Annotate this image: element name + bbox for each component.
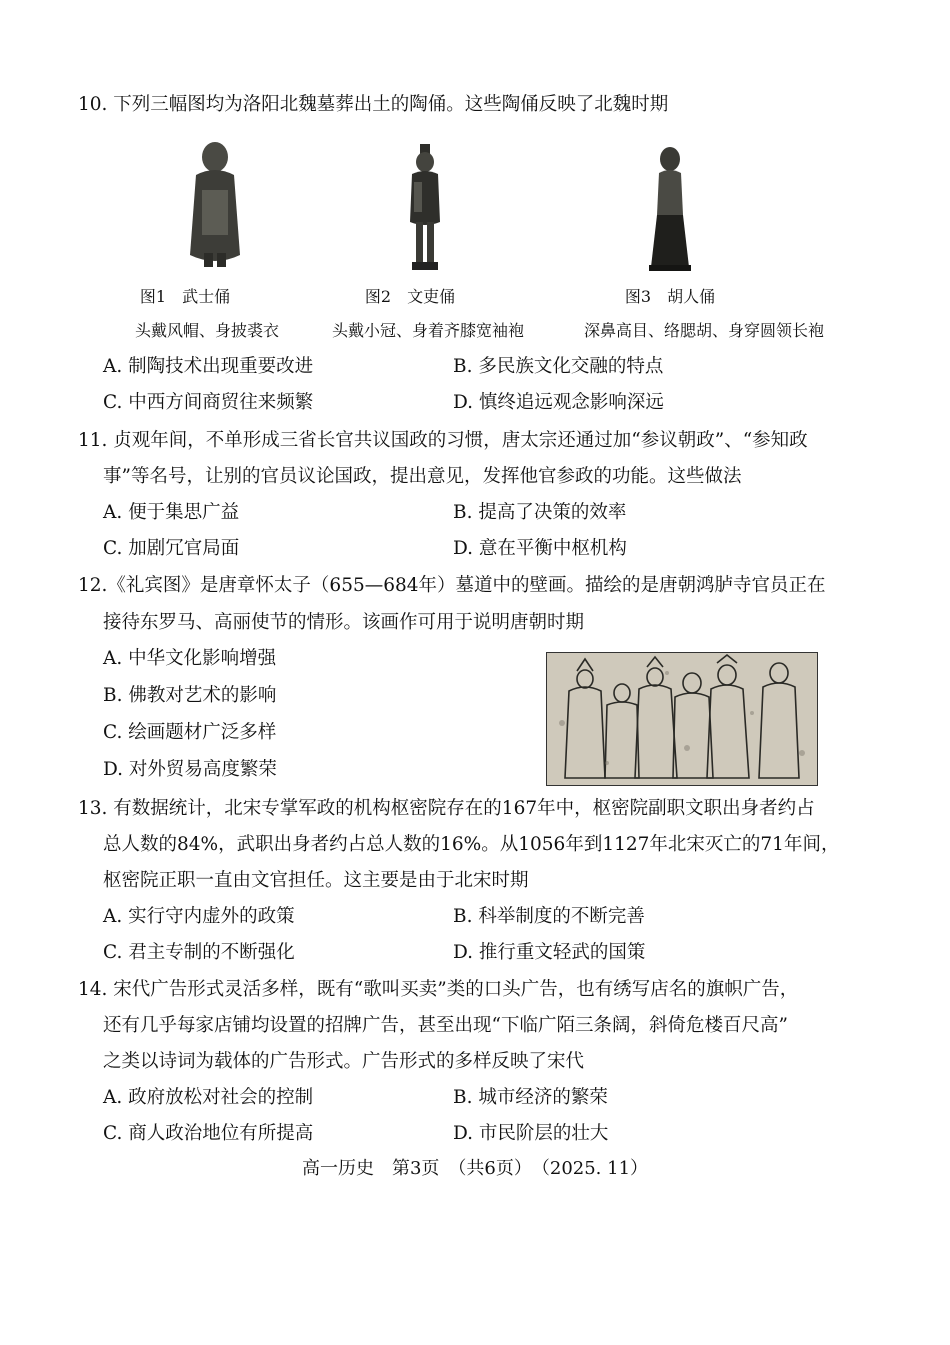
q13-option-a: A. 实行守内虚外的政策	[103, 906, 295, 927]
q12-stem-line-1: 12.《礼宾图》是唐章怀太子（655—684年）墓道中的壁画。描绘的是唐朝鸿胪寺官员正在	[78, 575, 826, 596]
q13-stem-line-3: 枢密院正职一直由文官担任。这主要是由于北宋时期	[103, 870, 529, 891]
q12-stem-line-2: 接待东罗马、高丽使节的情形。该画作可用于说明唐朝时期	[103, 612, 585, 633]
q13-stem-line-2: 总人数的84%，武职出身者约占总人数的16%。从1056年到1127年北宋灭亡的71年间，	[103, 834, 840, 855]
q14-stem-line-1: 14. 宋代广告形式灵活多样，既有“歌叫买卖”类的口头广告，也有绣写店名的旗帜广告，	[78, 979, 799, 1000]
foreigner-figurine-image	[645, 145, 695, 275]
figure-3-caption: 图3 胡人俑	[624, 287, 716, 306]
q12-option-b: B. 佛教对艺术的影响	[103, 685, 277, 706]
q13-option-d: D. 推行重文轻武的国策	[453, 942, 646, 963]
q13-option-b: B. 科举制度的不断完善	[453, 906, 645, 927]
figure-3-description: 深鼻高目、络腮胡、身穿圆领长袍	[584, 321, 825, 340]
figure-2-description: 头戴小冠、身着齐膝宽袖袍	[332, 321, 525, 340]
mural-image	[546, 652, 818, 786]
figure-1-description: 头戴风帽、身披裘衣	[135, 321, 280, 340]
q10-option-b: B. 多民族文化交融的特点	[453, 356, 664, 377]
q13-stem-line-1: 13. 有数据统计，北宋专掌军政的机构枢密院存在的167年中，枢密院副职文职出身者约占	[78, 798, 815, 819]
q10-option-d: D. 慎终追远观念影响深远	[453, 392, 664, 413]
q11-option-b: B. 提高了决策的效率	[453, 502, 627, 523]
figure-1-caption: 图1 武士俑	[139, 287, 231, 306]
q14-option-c: C. 商人政治地位有所提高	[103, 1123, 314, 1144]
q12-option-d: D. 对外贸易高度繁荣	[103, 759, 277, 780]
q14-option-d: D. 市民阶层的壮大	[453, 1123, 609, 1144]
page-footer: 高一历史 第3页 （共6页） （2025. 11）	[301, 1158, 649, 1179]
q11-stem-line-1: 11. 贞观年间，不单形成三省长官共议国政的习惯，唐太宗还通过加“参议朝政”、“参知政	[78, 430, 808, 451]
warrior-figurine-image	[180, 135, 250, 275]
q12-option-c: C. 绘画题材广泛多样	[103, 722, 277, 743]
q14-option-a: A. 政府放松对社会的控制	[103, 1087, 314, 1108]
official-figurine-image	[400, 142, 450, 274]
q10-option-a: A. 制陶技术出现重要改进	[103, 356, 314, 377]
q10-stem: 10. 下列三幅图均为洛阳北魏墓葬出土的陶俑。这些陶俑反映了北魏时期	[78, 94, 669, 115]
figure-2-caption: 图2 文吏俑	[364, 287, 456, 306]
q10-option-c: C. 中西方间商贸往来频繁	[103, 392, 314, 413]
q11-option-d: D. 意在平衡中枢机构	[453, 538, 627, 559]
q12-option-a: A. 中华文化影响增强	[103, 648, 277, 669]
q14-stem-line-2: 还有几乎每家店铺均设置的招牌广告，甚至出现“下临广陌三条阔，斜倚危楼百尺高”	[103, 1015, 788, 1036]
q11-stem-line-2: 事”等名号，让别的官员议论国政，提出意见，发挥他官参政的功能。这些做法	[103, 466, 742, 487]
q13-option-c: C. 君主专制的不断强化	[103, 942, 295, 963]
q14-option-b: B. 城市经济的繁荣	[453, 1087, 608, 1108]
q11-option-a: A. 便于集思广益	[103, 502, 240, 523]
q11-option-c: C. 加剧冗官局面	[103, 538, 240, 559]
q14-stem-line-3: 之类以诗词为载体的广告形式。广告形式的多样反映了宋代	[103, 1051, 585, 1072]
